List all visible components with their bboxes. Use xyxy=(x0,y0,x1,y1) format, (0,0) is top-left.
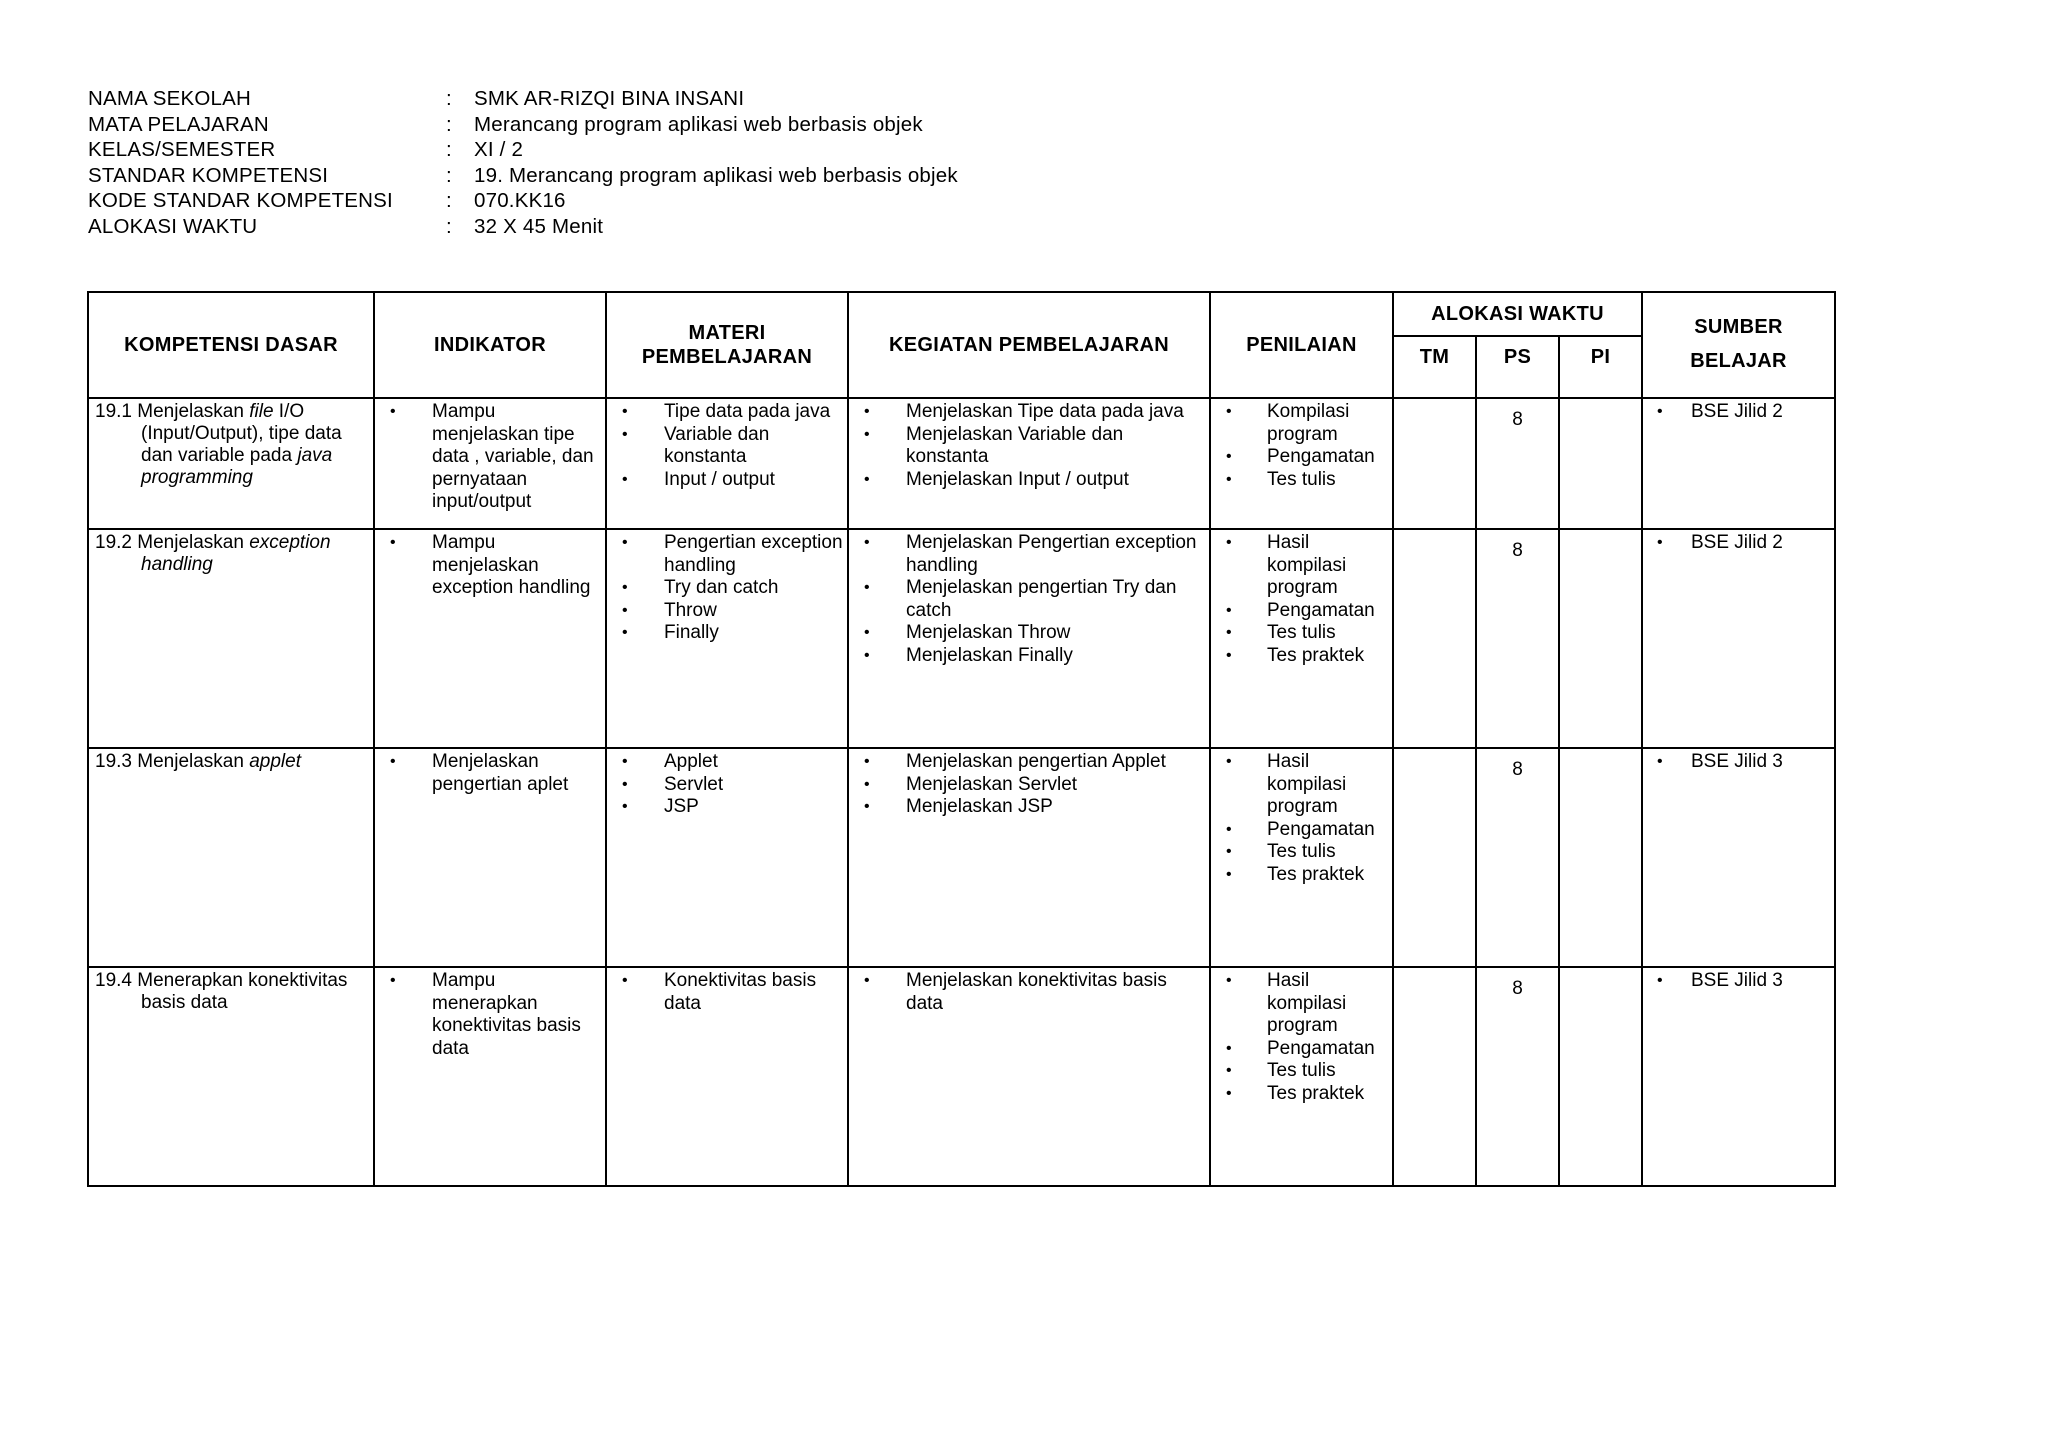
column-header-penilaian: PENILAIAN xyxy=(1210,292,1393,398)
list-item: • Tes praktek xyxy=(1211,645,1388,668)
materi-cell xyxy=(606,398,848,529)
pi-cell xyxy=(1559,529,1642,748)
header-row-time xyxy=(88,214,958,240)
tm-cell xyxy=(1393,529,1476,748)
header-label: MATA PELAJARAN xyxy=(88,112,269,136)
header-colon: : xyxy=(446,87,452,110)
kd-emphasis: applet xyxy=(249,751,301,772)
kd-text: I/O xyxy=(273,401,305,422)
header-row-standard xyxy=(88,163,958,189)
kd-text: Menerapkan konektivitas xyxy=(137,970,348,991)
materi-cell xyxy=(606,967,848,1186)
list-item: • Kompilasi program xyxy=(1211,401,1388,446)
list-item: • Tes tulis xyxy=(1211,841,1388,864)
kd-line xyxy=(95,970,367,992)
document-header xyxy=(88,86,958,239)
header-colon: : xyxy=(446,189,452,212)
table-row xyxy=(88,529,1835,748)
list-item: • BSE Jilid 2 xyxy=(1643,532,1830,555)
table-row xyxy=(88,967,1835,1186)
list-item: • Try dan catch xyxy=(607,577,843,600)
pi-cell xyxy=(1559,967,1642,1186)
list-item: • JSP xyxy=(607,796,843,819)
header-value: Merancang program aplikasi web berbasis objek xyxy=(474,112,923,136)
penilaian-cell xyxy=(1210,398,1393,529)
list-item: • Menjelaskan Tipe data pada java xyxy=(849,401,1205,424)
column-header-tm: TM xyxy=(1393,336,1476,398)
table-row xyxy=(88,748,1835,967)
list-item: • Variable dan konstanta xyxy=(607,424,843,469)
list-item: • Menjelaskan Servlet xyxy=(849,774,1205,797)
header-colon: : xyxy=(446,163,452,187)
column-header-sumber-belajar xyxy=(1642,292,1835,398)
tm-cell xyxy=(1393,398,1476,529)
list-item: • Tes praktek xyxy=(1211,1083,1388,1106)
list-item: • Finally xyxy=(607,622,843,645)
kd-number: 19.3 xyxy=(95,751,132,772)
syllabus-table xyxy=(87,291,1836,1187)
kd-line xyxy=(95,401,367,423)
list-item: • Menjelaskan Variable dan konstanta xyxy=(849,424,1205,469)
list-item: • Hasil kompilasi program xyxy=(1211,751,1388,819)
kompetensi-dasar-cell xyxy=(88,967,374,1186)
header-value: XI / 2 xyxy=(474,138,524,161)
indikator-cell xyxy=(374,967,606,1186)
tm-cell xyxy=(1393,748,1476,967)
kd-continuation xyxy=(95,992,367,1014)
column-header-kegiatan: KEGIATAN PEMBELAJARAN xyxy=(848,292,1210,398)
kompetensi-dasar-cell xyxy=(88,748,374,967)
kegiatan-cell xyxy=(848,529,1210,748)
sumber-cell xyxy=(1642,398,1835,529)
kd-continuation xyxy=(95,423,367,489)
ps-cell: 8 xyxy=(1476,398,1559,529)
list-item: • Input / output xyxy=(607,469,843,492)
header-value: 070.KK16 xyxy=(474,189,566,212)
kd-text: Menjelaskan xyxy=(137,751,250,772)
kd-text: Menjelaskan xyxy=(137,532,250,553)
list-item: • BSE Jilid 3 xyxy=(1643,970,1830,993)
kd-text: basis data xyxy=(141,992,228,1013)
list-item: • Pengamatan xyxy=(1211,819,1388,842)
kompetensi-dasar-cell xyxy=(88,529,374,748)
list-item: • Hasil kompilasi program xyxy=(1211,532,1388,600)
list-item: • Menjelaskan pengertian Applet xyxy=(849,751,1205,774)
indikator-cell xyxy=(374,748,606,967)
column-header-alokasi-waktu: ALOKASI WAKTU xyxy=(1393,292,1642,336)
indikator-cell xyxy=(374,398,606,529)
header-value: SMK AR-RIZQI BINA INSANI xyxy=(474,87,745,110)
column-header-pi: PI xyxy=(1559,336,1642,398)
list-item: • Applet xyxy=(607,751,843,774)
header-row-school xyxy=(88,86,958,112)
ps-cell: 8 xyxy=(1476,967,1559,1186)
list-item: • Menjelaskan Pengertian exception handling xyxy=(849,532,1205,577)
list-item: • Menjelaskan konektivitas basis data xyxy=(849,970,1205,1015)
list-item: • Tipe data pada java xyxy=(607,401,843,424)
list-item: • BSE Jilid 3 xyxy=(1643,751,1830,774)
list-item: • Mampu menerapkan konektivitas basis data xyxy=(375,970,601,1060)
table-header-row xyxy=(88,292,1835,336)
kegiatan-cell xyxy=(848,748,1210,967)
column-header-sumber-line2: BELAJAR xyxy=(1690,350,1787,372)
list-item: • Pengamatan xyxy=(1211,600,1388,623)
penilaian-cell xyxy=(1210,529,1393,748)
list-item: • Tes tulis xyxy=(1211,622,1388,645)
kd-emphasis: exception xyxy=(249,532,331,553)
kd-emphasis: handling xyxy=(141,554,213,575)
header-row-subject xyxy=(88,112,958,138)
column-header-kompetensi-dasar: KOMPETENSI DASAR xyxy=(88,292,374,398)
materi-cell xyxy=(606,748,848,967)
list-item: • Servlet xyxy=(607,774,843,797)
pi-cell xyxy=(1559,748,1642,967)
column-header-materi: MATERI PEMBELAJARAN xyxy=(606,292,848,398)
header-colon: : xyxy=(446,214,452,238)
kd-line xyxy=(95,751,367,773)
sumber-cell xyxy=(1642,967,1835,1186)
kegiatan-cell xyxy=(848,967,1210,1186)
list-item: • Hasil kompilasi program xyxy=(1211,970,1388,1038)
kd-text: (Input/Output), tipe data dan variable pada xyxy=(141,423,342,466)
header-label: ALOKASI WAKTU xyxy=(88,214,258,238)
kd-text: Menjelaskan xyxy=(137,401,250,422)
column-header-sumber-line1: SUMBER xyxy=(1694,316,1783,338)
penilaian-cell xyxy=(1210,748,1393,967)
header-colon: : xyxy=(446,112,452,136)
sumber-cell xyxy=(1642,529,1835,748)
column-header-indikator: INDIKATOR xyxy=(374,292,606,398)
list-item: • Pengamatan xyxy=(1211,1038,1388,1061)
list-item: • Pengamatan xyxy=(1211,446,1388,469)
kd-emphasis: file xyxy=(249,401,274,422)
kd-emphasis: java programming xyxy=(141,445,333,488)
sumber-cell xyxy=(1642,748,1835,967)
pi-cell xyxy=(1559,398,1642,529)
list-item: • Tes praktek xyxy=(1211,864,1388,887)
header-colon: : xyxy=(446,138,452,161)
header-label: NAMA SEKOLAH xyxy=(88,87,252,110)
list-item: • Konektivitas basis data xyxy=(607,970,843,1015)
tm-cell xyxy=(1393,967,1476,1186)
kompetensi-dasar-cell xyxy=(88,398,374,529)
header-value: 19. Merancang program aplikasi web berbasis objek xyxy=(474,163,958,187)
indikator-cell xyxy=(374,529,606,748)
list-item: • Menjelaskan Input / output xyxy=(849,469,1205,492)
table-row xyxy=(88,398,1835,529)
list-item: • Menjelaskan pengertian Try dan catch xyxy=(849,577,1205,622)
list-item: • Tes tulis xyxy=(1211,469,1388,492)
list-item: • Menjelaskan Finally xyxy=(849,645,1205,668)
header-value: 32 X 45 Menit xyxy=(474,214,604,238)
list-item: • Throw xyxy=(607,600,843,623)
header-row-code xyxy=(88,188,958,214)
kd-number: 19.4 xyxy=(95,970,132,991)
ps-cell: 8 xyxy=(1476,748,1559,967)
penilaian-cell xyxy=(1210,967,1393,1186)
header-row-class xyxy=(88,137,958,163)
list-item: • Tes tulis xyxy=(1211,1060,1388,1083)
column-header-ps: PS xyxy=(1476,336,1559,398)
kd-line xyxy=(95,532,367,554)
list-item: • BSE Jilid 2 xyxy=(1643,401,1830,424)
materi-cell xyxy=(606,529,848,748)
list-item: • Mampu menjelaskan exception handling xyxy=(375,532,601,600)
header-label: KELAS/SEMESTER xyxy=(88,138,276,161)
kd-continuation xyxy=(95,554,367,576)
list-item: • Menjelaskan JSP xyxy=(849,796,1205,819)
list-item: • Mampu menjelaskan tipe data , variable, dan pernyataan input/output xyxy=(375,401,601,514)
list-item: • Menjelaskan Throw xyxy=(849,622,1205,645)
ps-cell: 8 xyxy=(1476,529,1559,748)
header-label: STANDAR KOMPETENSI xyxy=(88,163,329,187)
list-item: • Pengertian exception handling xyxy=(607,532,843,577)
kegiatan-cell xyxy=(848,398,1210,529)
header-label: KODE STANDAR KOMPETENSI xyxy=(88,189,393,212)
kd-number: 19.2 xyxy=(95,532,132,553)
list-item: • Menjelaskan pengertian aplet xyxy=(375,751,601,796)
kd-number: 19.1 xyxy=(95,401,132,422)
